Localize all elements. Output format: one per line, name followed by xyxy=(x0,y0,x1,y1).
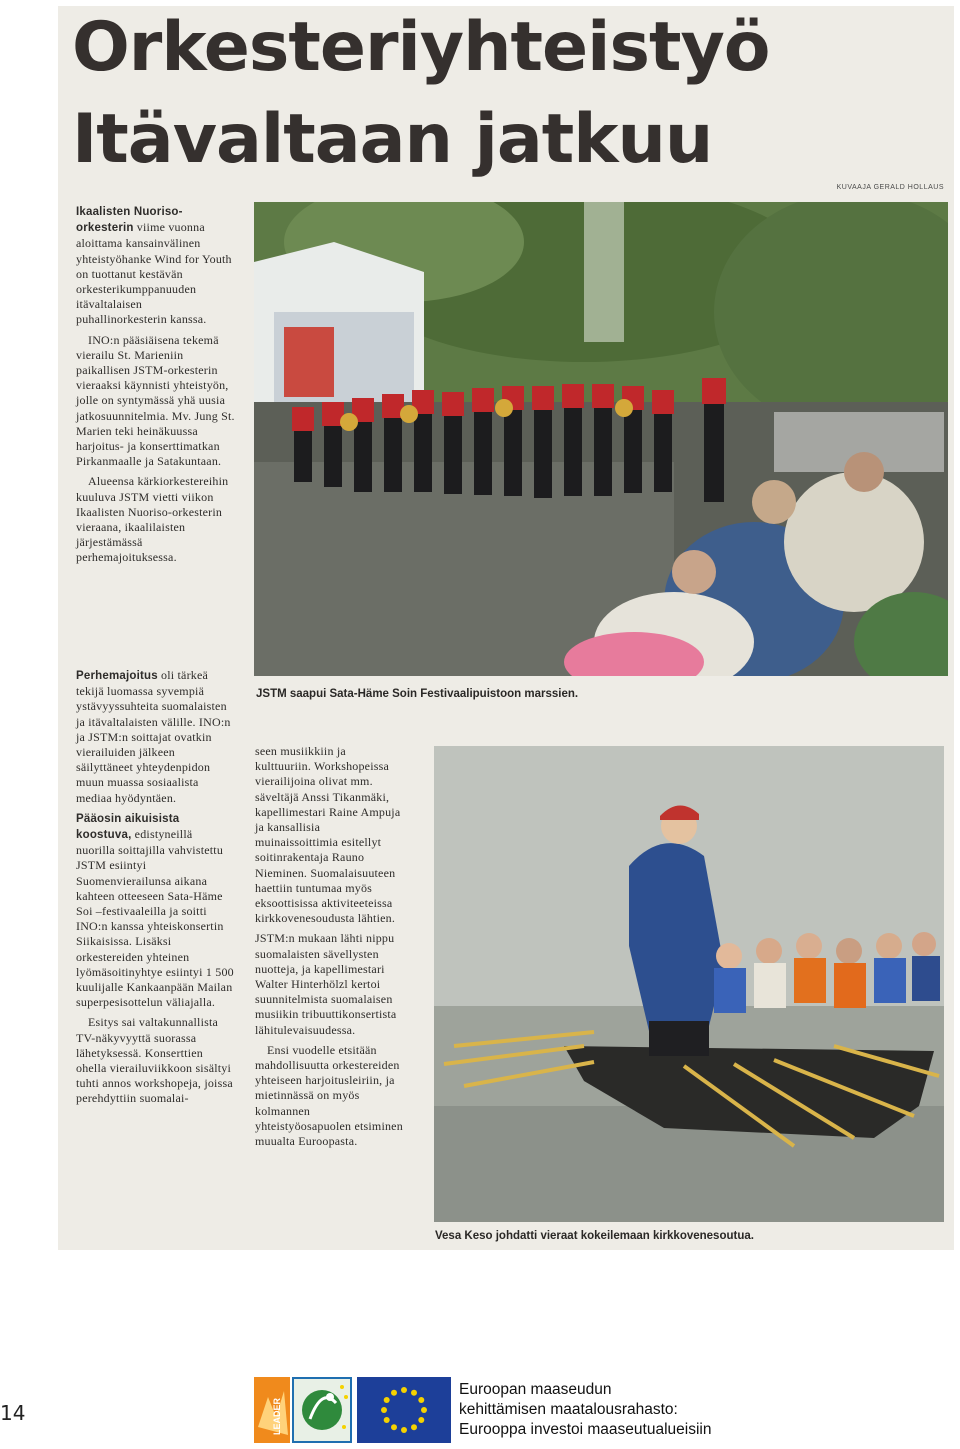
leader-logo xyxy=(254,1377,352,1443)
eu-funding-text xyxy=(459,1380,711,1440)
band-concert-photo xyxy=(254,202,948,676)
col2-paragraph-1 xyxy=(76,668,234,806)
eu-text-line-1: Euroopan maaseudun xyxy=(459,1381,612,1398)
article-column-3 xyxy=(255,744,403,1154)
col2-paragraph-3: Esitys sai valtakunnallista TV-näkyvyyttä suorassa lähetyksessä. Konserttien ohella vierailuviikkoon sisältyi tuhti annos workshopeja, joissa perehdyttiin suomalai- xyxy=(76,1015,233,1106)
eu-text-line-3: Eurooppa investoi maaseutualueisiin xyxy=(459,1421,712,1438)
col1-paragraph-1 xyxy=(76,204,236,328)
headline-line-2: Itävaltaan jatkuu xyxy=(72,100,713,179)
col3-paragraph-1: seen musiikkiin ja kulttuuriin. Workshopeissa vierailijoina olivat mm. säveltäjä Anssi Tikanmäki, kapellimestari Raine Ampuja ja kansallisia muinaissoittimia esitellyt soitinrakentaja Rauno Nieminen. Suomalaisuuteen haettiin tuntumaa myös eksoottisissa aktiviteeteissa kirkkovenesoudusta lähtien. xyxy=(255,744,401,926)
headline-line-1: Orkesteriyhteistyö xyxy=(72,8,770,87)
photo-credit: KUVAAJA GERALD HOLLAUS xyxy=(836,184,944,191)
eu-text-line-2: kehittämisen maatalousrahasto: xyxy=(459,1401,678,1418)
newspaper-clipping xyxy=(58,6,954,1250)
col2-text-1: oli tärkeä tekijä luomassa syvempiä ystävyyssuhteita suomalaisten ja itävaltalaisten välille. INO:n ja JSTM:n soittajat ovatkin vierailuiden jälkeen säilyttäneet yhteydenpidon muun muassa sosiaalista mediaa hyödyntäen. xyxy=(76,668,231,805)
col3-paragraph-2: JSTM:n mukaan lähti nippu suomalaisten sävellysten nuotteja, ja kapellimestari Walter Hinterhölzl kertoi suunnitelmista suomalaisen musiikin tribuuttikonsertista lähitulevaisuudessa. xyxy=(255,931,397,1037)
page-number: 14 xyxy=(0,1401,26,1425)
col1-paragraph-3: Alueensa kärkiorkestereihin kuuluva JSTM vietti viikon Ikaalisten Nuoriso-orkesterin vieraana, ikaalilaisten järjestämässä perhemajoituksessa. xyxy=(76,474,229,565)
col2-subhead-1: Perhemajoitus xyxy=(76,670,158,682)
col1-paragraph-2: INO:n pääsiäisena tekemä vierailu St. Marieniin paikallisen JSTM-orkesterin vieraaksi käynnisti yhteistyön, jolle on syntymässä yhä uusia jatkosuunnitelmia. Mv. Jung St. Marien teki heinäkuussa harjoitus- ja konserttimatkan Pirkanmaalle ja Satakuntaan. xyxy=(76,332,235,469)
photo1-caption: JSTM saapui Sata-Häme Soin Festivaalipuistoon marssien. xyxy=(256,688,579,700)
col1-lead-bold: Ikaalisten Nuoriso-orkesterin xyxy=(76,206,183,235)
col2-paragraph-2 xyxy=(76,811,234,1011)
article-column-1 xyxy=(76,204,236,571)
col1-lead-text: viime vuonna aloittama kansainvälinen yhteistyöhanke Wind for Youth on tuottanut kestävän orkesterikumppanuuden itävaltalaisen puhallinorkesterin kanssa. xyxy=(76,220,232,327)
leader-logo-text: LEADER xyxy=(272,1397,282,1435)
col2-subhead-2: Pääosin aikuisista koostuva, xyxy=(76,812,180,842)
article-column-2 xyxy=(76,668,234,1112)
photo2-caption: Vesa Keso johdatti vieraat kokeilemaan kirkkovenesoutua. xyxy=(435,1230,754,1242)
col2-text-2: edistyneillä nuorilla soittajilla vahvistettu JSTM esiintyi Suomenvierailunsa aikana kahteen otteeseen Sata-Häme Soi –festivaaleilla ja soitti INO:n kanssa yhteiskonsertin Siikaisissa. Lisäksi orkestereiden yhteinen lyömäsoitinyhtye esiintyi 1 500 kuulijalle Kankaanpään Mailan superpesisottelun väliajalla. xyxy=(76,827,234,1010)
eu-flag xyxy=(357,1377,451,1443)
col3-paragraph-3: Ensi vuodelle etsitään mahdollisuutta orkestereiden yhteiseen harjoitusleiriin, ja mietinnässä on myös kolmannen yhteistyöosapuolen etsiminen muualta Euroopasta. xyxy=(255,1042,403,1149)
church-boat-photo xyxy=(434,746,944,1222)
